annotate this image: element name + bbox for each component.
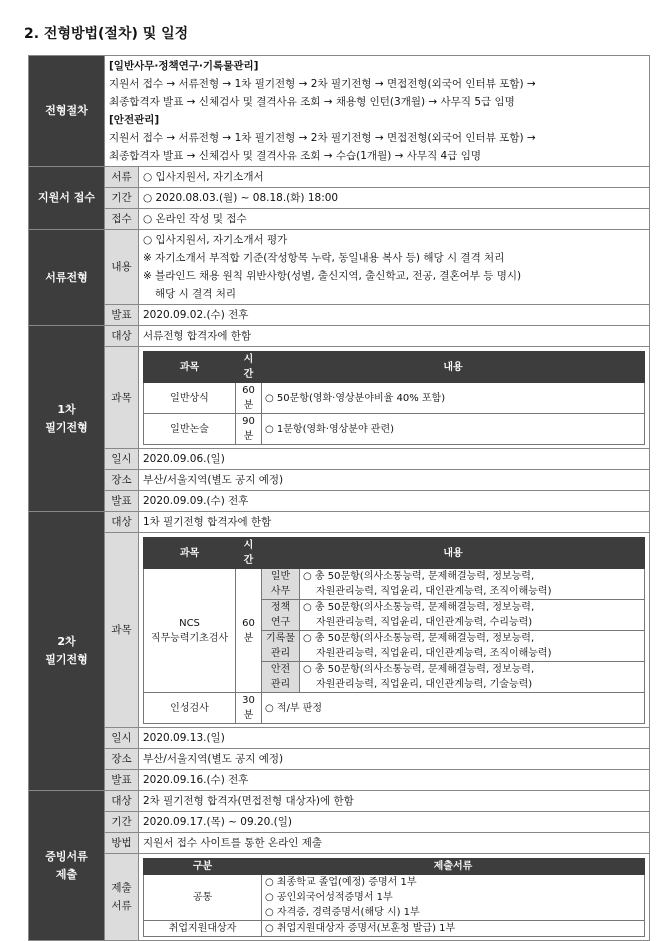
written2-subject-table — [143, 537, 645, 724]
procedure-line: 지원서 접수 → 서류전형 → 1차 필기전형 → 2차 필기전형 → 면접전형(외국어 인터뷰 포함) → — [109, 78, 536, 90]
col-header: 구분 — [144, 859, 262, 875]
written1-row — [29, 347, 650, 449]
proof-docs-row — [29, 854, 650, 941]
area-cell — [262, 569, 300, 600]
row-value: 부산/서울지역(별도 공지 예정) — [139, 749, 650, 770]
row-key: 내용 — [105, 230, 139, 305]
written2-label — [29, 512, 105, 791]
ncs-subject-cell — [144, 569, 236, 693]
procedure-line: 최종합격자 발표 → 신체검사 및 결격사유 조회 → 채용형 인턴(3개월) → 사무직 5급 임명 — [109, 96, 515, 108]
row-key: 대상 — [105, 791, 139, 812]
row-value: ○ 2020.08.03.(월) ~ 08.18.(화) 18:00 — [139, 188, 650, 209]
area-line: 사무 — [270, 586, 291, 597]
written2-row — [29, 533, 650, 728]
content-cell: ○ 적/부 판정 — [262, 693, 645, 724]
proof-docs-label — [29, 791, 105, 941]
row-key: 대상 — [105, 512, 139, 533]
screening-line: ○ 입사지원서, 자기소개서 평가 — [143, 234, 288, 246]
proof-docs-row — [29, 833, 650, 854]
area-line: 일반 — [270, 571, 291, 582]
row-key: 기간 — [105, 812, 139, 833]
docs-cell: ○ 취업지원대상자 증명서(보훈청 발급) 1부 — [262, 921, 645, 937]
procedure-group-title: [안전관리] — [109, 114, 160, 126]
row-key: 일시 — [105, 728, 139, 749]
area-line: 관리 — [270, 648, 291, 659]
col-header: 제출서류 — [262, 859, 645, 875]
row-key: 발표 — [105, 770, 139, 791]
content-line: 자원관리능력, 직업윤리, 대인관계능력, 기술능력) — [316, 679, 533, 690]
procedure-row — [29, 56, 650, 167]
area-cell — [262, 662, 300, 693]
written1-label — [29, 326, 105, 512]
row-key: 방법 — [105, 833, 139, 854]
recruitment-schedule-table — [28, 55, 650, 941]
col-header: 내용 — [262, 538, 645, 569]
screening-line: 해당 시 결격 처리 — [155, 288, 237, 300]
procedure-group-title: [일반사무·정책연구·기록물관리] — [109, 60, 259, 72]
row-key: 발표 — [105, 491, 139, 512]
row-value: ○ 입사지원서, 자기소개서 — [139, 167, 650, 188]
content-line: 자원관리능력, 직업윤리, 대인관계능력, 수리능력) — [316, 617, 533, 628]
table-row — [144, 693, 645, 724]
document-screening-label: 서류전형 — [29, 230, 105, 326]
row-value: 2020.09.09.(수) 전후 — [139, 491, 650, 512]
written2-row — [29, 749, 650, 770]
row-value: 1차 필기전형 합격자에 한함 — [139, 512, 650, 533]
docs-key-line: 서류 — [111, 900, 132, 912]
procedure-label: 전형절차 — [29, 56, 105, 167]
area-line: 정책 — [270, 602, 291, 613]
table-row — [144, 569, 645, 600]
content-line: ○ 총 50문항(의사소통능력, 문제해결능력, 정보능력, — [303, 664, 535, 675]
row-value: 2020.09.13.(일) — [139, 728, 650, 749]
written2-row — [29, 770, 650, 791]
row-value: 2차 필기전형 합격자(면접전형 대상자)에 한함 — [139, 791, 650, 812]
row-value: 2020.09.16.(수) 전후 — [139, 770, 650, 791]
table-row — [144, 383, 645, 414]
col-header: 과목 — [144, 352, 236, 383]
proof-docs-row — [29, 791, 650, 812]
col-header: 내용 — [262, 352, 645, 383]
row-value: 2020.09.17.(목) ~ 09.20.(일) — [139, 812, 650, 833]
row-value — [139, 347, 650, 449]
ncs-subject-line: NCS — [179, 617, 200, 629]
content-line: ○ 총 50문항(의사소통능력, 문제해결능력, 정보능력, — [303, 571, 535, 582]
content-cell — [300, 569, 645, 600]
subject-cell: 일반상식 — [144, 383, 236, 414]
written2-label-line: 필기전형 — [45, 653, 88, 666]
screening-line: ※ 블라인드 채용 원칙 위반사항(성별, 출신지역, 출신학교, 전공, 결혼여부 등 명시) — [143, 270, 522, 282]
row-value — [139, 533, 650, 728]
written1-row — [29, 326, 650, 347]
screening-line: ※ 자기소개서 부적합 기준(작성항목 누락, 동일내용 복사 등) 해당 시 결격 처리 — [143, 252, 505, 264]
area-cell — [262, 600, 300, 631]
col-header: 과목 — [144, 538, 236, 569]
row-key: 대상 — [105, 326, 139, 347]
procedure-content — [105, 56, 650, 167]
area-line: 기록물 — [266, 633, 295, 644]
proof-docs-row — [29, 812, 650, 833]
row-value: ○ 온라인 작성 및 접수 — [139, 209, 650, 230]
written1-label-line: 1차 — [57, 402, 76, 416]
col-header: 시간 — [236, 352, 262, 383]
row-value: 부산/서울지역(별도 공지 예정) — [139, 470, 650, 491]
content-cell: ○ 50문항(영화·영상분야비율 40% 포함) — [262, 383, 645, 414]
written1-label-line: 필기전형 — [45, 420, 88, 434]
area-line: 관리 — [270, 679, 291, 690]
row-value — [139, 854, 650, 941]
row-key: 장소 — [105, 749, 139, 770]
proof-docs-label-line: 증빙서류 — [45, 849, 88, 863]
row-value: 2020.09.06.(일) — [139, 449, 650, 470]
table-row — [144, 875, 645, 921]
application-label: 지원서 접수 — [29, 167, 105, 230]
area-line: 안전 — [270, 664, 291, 675]
application-row — [29, 209, 650, 230]
content-cell — [300, 631, 645, 662]
written1-row — [29, 491, 650, 512]
row-value — [139, 230, 650, 305]
table-row — [144, 921, 645, 937]
docs-key-line: 제출 — [111, 882, 132, 894]
row-key: 서류 — [105, 167, 139, 188]
table-row — [144, 414, 645, 445]
written1-row — [29, 470, 650, 491]
time-cell: 90분 — [236, 414, 262, 445]
row-key: 과목 — [105, 347, 139, 449]
doc-item: ○ 공인외국어성적증명서 1부 — [265, 892, 393, 903]
proof-docs-table — [143, 858, 645, 937]
procedure-line: 최종합격자 발표 → 신체검사 및 결격사유 조회 → 수습(1개월) → 사무직 4급 임명 — [109, 150, 482, 162]
section-heading: 2. 전형방법(절차) 및 일정 — [24, 26, 189, 42]
area-line: 연구 — [270, 617, 291, 628]
row-key: 일시 — [105, 449, 139, 470]
content-line: ○ 총 50문항(의사소통능력, 문제해결능력, 정보능력, — [303, 633, 535, 644]
col-header: 시간 — [236, 538, 262, 569]
doc-item: ○ 최종학교 졸업(예정) 증명서 1부 — [265, 877, 417, 888]
procedure-line: 지원서 접수 → 서류전형 → 1차 필기전형 → 2차 필기전형 → 면접전형(외국어 인터뷰 포함) → — [109, 132, 536, 144]
content-line: 자원관리능력, 직업윤리, 대인관계능력, 조직이해능력) — [316, 586, 552, 597]
time-cell: 30분 — [236, 693, 262, 724]
row-key: 과목 — [105, 533, 139, 728]
written2-row — [29, 512, 650, 533]
row-key: 기간 — [105, 188, 139, 209]
time-cell: 60분 — [236, 383, 262, 414]
written1-subject-table — [143, 351, 645, 445]
document-screening-row — [29, 305, 650, 326]
row-value: 지원서 접수 사이트를 통한 온라인 제출 — [139, 833, 650, 854]
ncs-subject-line: 직무능력기초검사 — [150, 632, 229, 644]
content-cell: ○ 1문항(영화·영상분야 관련) — [262, 414, 645, 445]
content-cell — [300, 662, 645, 693]
subject-cell: 일반논술 — [144, 414, 236, 445]
proof-docs-label-line: 제출 — [55, 867, 78, 881]
area-cell — [262, 631, 300, 662]
application-row — [29, 188, 650, 209]
content-line: ○ 총 50문항(의사소통능력, 문제해결능력, 정보능력, — [303, 602, 535, 613]
application-row — [29, 167, 650, 188]
subject-cell: 인성검사 — [144, 693, 236, 724]
written2-row — [29, 728, 650, 749]
doc-item: ○ 자격증, 경력증명서(해당 시) 1부 — [265, 907, 420, 918]
category-cell: 공통 — [144, 875, 262, 921]
row-key: 접수 — [105, 209, 139, 230]
content-line: 자원관리능력, 직업윤리, 대인관계능력, 조직이해능력) — [316, 648, 552, 659]
category-cell: 취업지원대상자 — [144, 921, 262, 937]
written1-row — [29, 449, 650, 470]
ncs-time-cell: 60분 — [236, 569, 262, 693]
written2-label-line: 2차 — [57, 635, 76, 648]
row-key: 발표 — [105, 305, 139, 326]
row-key — [105, 854, 139, 941]
docs-cell — [262, 875, 645, 921]
row-key: 장소 — [105, 470, 139, 491]
document-screening-row — [29, 230, 650, 305]
row-value: 2020.09.02.(수) 전후 — [139, 305, 650, 326]
row-value: 서류전형 합격자에 한함 — [139, 326, 650, 347]
content-cell — [300, 600, 645, 631]
